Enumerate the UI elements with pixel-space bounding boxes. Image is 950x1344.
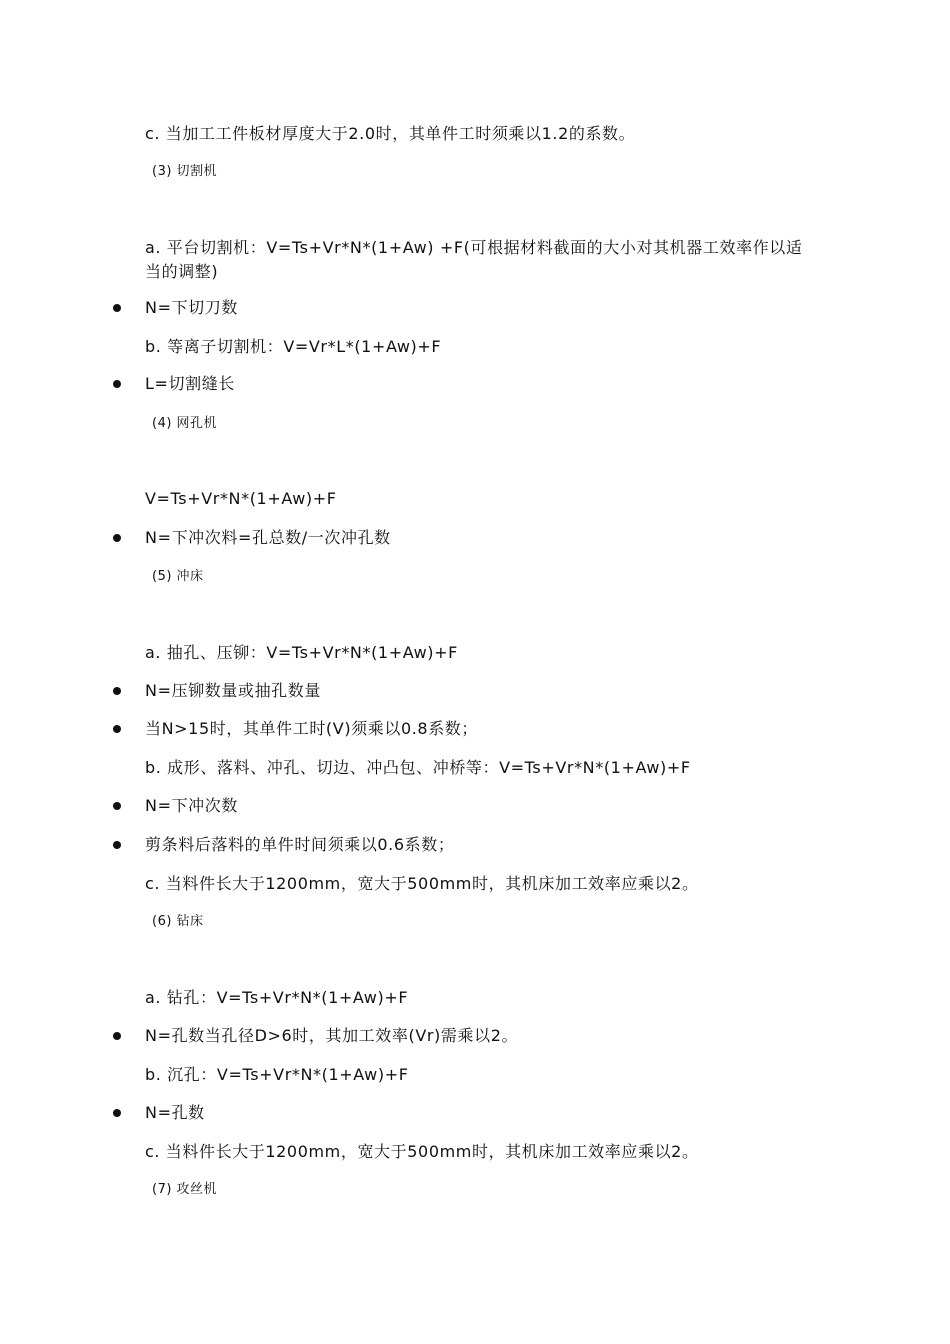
bullet-dot bbox=[113, 687, 121, 695]
bullet-item-cut-length: L=切割缝长 bbox=[145, 374, 235, 393]
paragraph-c-thickness: c. 当加工工件板材厚度大于2.0时，其单件工时须乘以1.2的系数。 bbox=[145, 124, 636, 143]
bullet-item-cut-count: N=下切刀数 bbox=[145, 298, 238, 317]
section-heading-punch-press: (5) 冲床 bbox=[152, 569, 204, 584]
bullet-dot bbox=[113, 1109, 121, 1117]
section-heading-drill-press: (6) 钻床 bbox=[152, 914, 204, 929]
paragraph-b-forming: b. 成形、落料、冲孔、切边、冲凸包、冲桥等：V=Ts+Vr*N*(1+Aw)+F bbox=[145, 758, 691, 777]
bullet-item-hole-count: N=孔数 bbox=[145, 1103, 205, 1122]
bullet-dot bbox=[113, 380, 121, 388]
bullet-dot bbox=[113, 725, 121, 733]
bullet-item-rivet-count: N=压铆数量或抽孔数量 bbox=[145, 681, 321, 700]
bullet-dot bbox=[113, 802, 121, 810]
formula-mesh-punch: V=Ts+Vr*N*(1+Aw)+F bbox=[145, 489, 337, 508]
section-heading-tapping-machine: (7) 攻丝机 bbox=[152, 1182, 218, 1197]
paragraph-b-countersink: b. 沉孔：V=Ts+Vr*N*(1+Aw)+F bbox=[145, 1065, 409, 1084]
paragraph-b-plasma-cutter: b. 等离子切割机：V=Vr*L*(1+Aw)+F bbox=[145, 337, 442, 356]
section-heading-mesh-punch: (4) 网孔机 bbox=[152, 416, 218, 431]
paragraph-c-large-part-drill: c. 当料件长大于1200mm，宽大于500mm时，其机床加工效率应乘以2。 bbox=[145, 1142, 699, 1161]
bullet-dot bbox=[113, 534, 121, 542]
paragraph-c-large-part: c. 当料件长大于1200mm，宽大于500mm时，其机床加工效率应乘以2。 bbox=[145, 874, 699, 893]
paragraph-a-drilling: a. 钻孔：V=Ts+Vr*N*(1+Aw)+F bbox=[145, 988, 409, 1007]
bullet-dot bbox=[113, 1032, 121, 1040]
paragraph-a-platform-cutter: a. 平台切割机：V=Ts+Vr*N*(1+Aw) +F(可根据材料截面的大小对其机器工效率作以适当的调整) bbox=[145, 238, 803, 281]
bullet-dot bbox=[113, 841, 121, 849]
bullet-item-hole-diameter: N=孔数当孔径D>6时，其加工效率(Vr)需乘以2。 bbox=[145, 1026, 519, 1045]
paragraph-a-riveting: a. 抽孔、压铆：V=Ts+Vr*N*(1+Aw)+F bbox=[145, 643, 458, 662]
bullet-item-strip-blanking: 剪条料后落料的单件时间须乘以0.6系数； bbox=[145, 835, 455, 854]
bullet-item-stroke-count: N=下冲次数 bbox=[145, 796, 238, 815]
bullet-dot bbox=[113, 304, 121, 312]
bullet-item-n-over-15: 当N>15时，其单件工时(V)须乘以0.8系数； bbox=[145, 719, 479, 738]
section-heading-cutting-machine: (3) 切割机 bbox=[152, 164, 218, 179]
bullet-item-punch-count: N=下冲次料=孔总数/一次冲孔数 bbox=[145, 528, 391, 547]
